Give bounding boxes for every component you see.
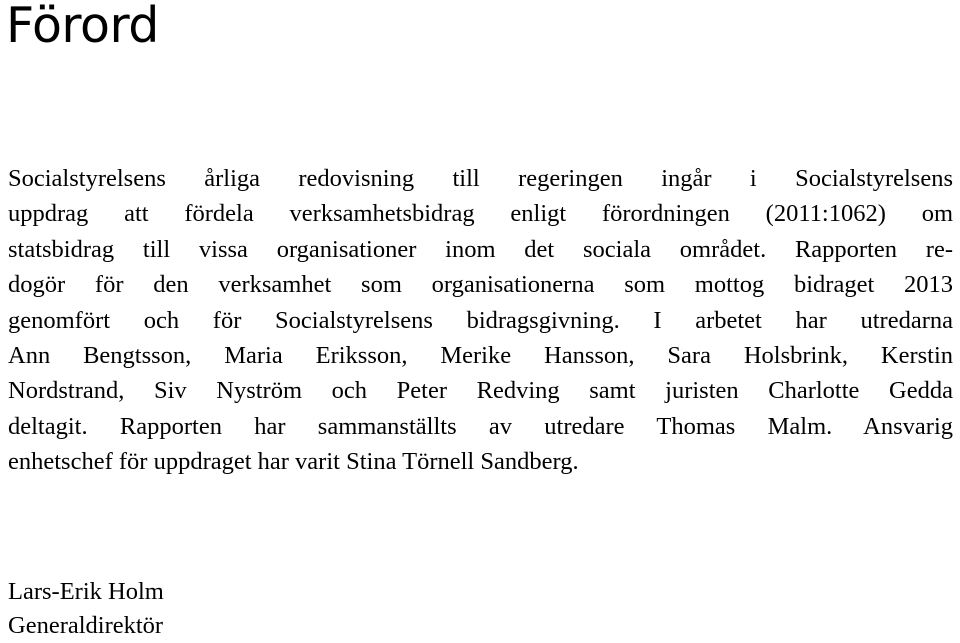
paragraph-line: Nordstrand, Siv Nyström och Peter Redving samt juristen Charlotte Gedda	[8, 377, 953, 405]
paragraph-line: uppdrag att fördela verksamhetsbidrag enligt förordningen (2011:1062) om	[8, 200, 953, 228]
foreword-paragraph	[8, 161, 953, 480]
paragraph-line: enhetschef för uppdraget har varit Stina Törnell Sandberg.	[8, 448, 579, 476]
page-title: Förord	[6, 0, 159, 54]
signatory-name: Lars-Erik Holm	[8, 578, 164, 605]
signature-block	[8, 575, 164, 643]
paragraph-line: Ann Bengtsson, Maria Eriksson, Merike Hansson, Sara Holsbrink, Kerstin	[8, 342, 953, 370]
paragraph-line: genomfört och för Socialstyrelsens bidragsgivning. I arbetet har utredarna	[8, 306, 953, 334]
paragraph-line: statsbidrag till vissa organisationer inom det sociala området. Rapporten re-	[8, 235, 953, 263]
paragraph-line: dogör för den verksamhet som organisationerna som mottog bidraget 2013	[8, 271, 953, 299]
paragraph-line: deltagit. Rapporten har sammanställts av utredare Thomas Malm. Ansvarig	[8, 412, 953, 440]
paragraph-line: Socialstyrelsens årliga redovisning till regeringen ingår i Socialstyrelsens	[8, 165, 953, 192]
signatory-role: Generaldirektör	[8, 612, 164, 639]
